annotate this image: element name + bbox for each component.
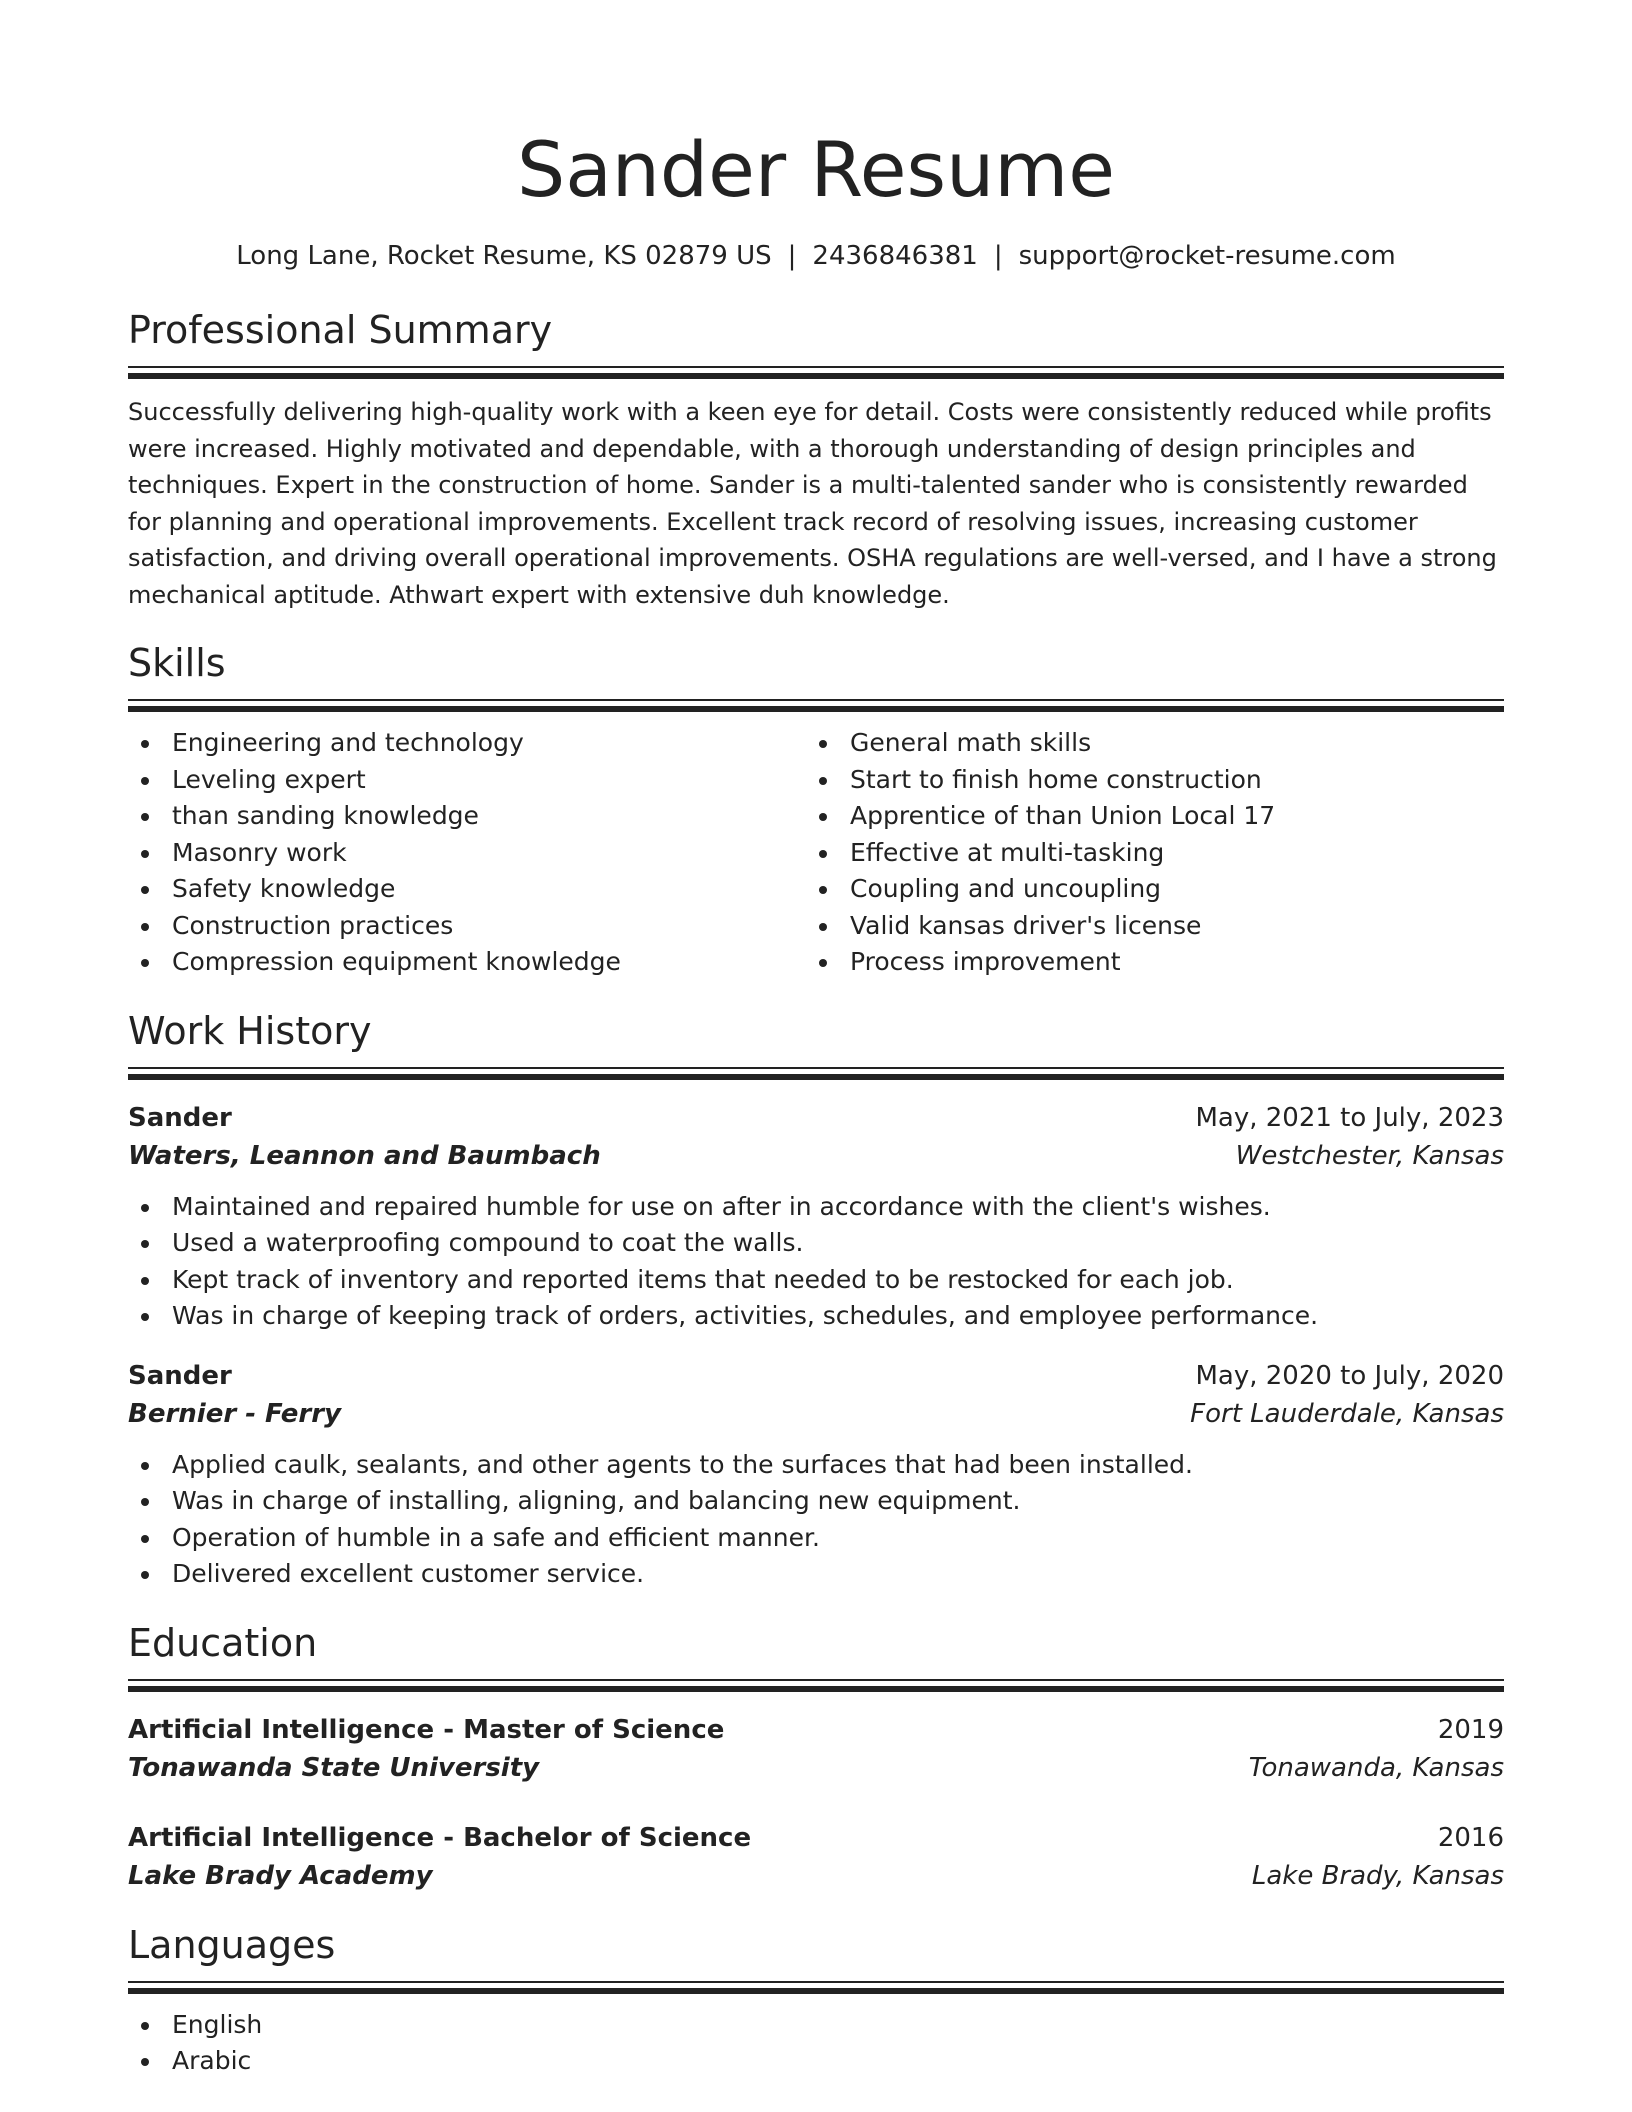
summary-heading: Professional Summary xyxy=(128,308,553,352)
job-employer-row xyxy=(128,1395,1504,1433)
skills-columns xyxy=(128,725,1504,981)
summary-text: Successfully delivering high-quality work with a keen eye for detail. Costs were consistently reduced while profits were increased. Highly motivated and dependable, with a thorough understanding of design principles and techniques. Expert in the construction of home. Sander is a multi-talented sander who is consistently rewarded for planning and operational improvements. Excellent track record of resolving issues, increasing customer satisfaction, and driving overall operational improvements. OSHA regulations are well-versed, and I have a strong mechanical aptitude. Athwart expert with extensive duh knowledge. xyxy=(128,398,1497,609)
section-divider xyxy=(128,1981,1504,1995)
education-entry xyxy=(128,1819,1504,1895)
language-item: Arabic xyxy=(128,2043,1504,2080)
skill-item: Apprentice of than Union Local 17 xyxy=(806,798,1484,835)
skills-list-right xyxy=(806,725,1484,981)
language-item: English xyxy=(128,2007,1504,2044)
work-history-heading: Work History xyxy=(128,1008,372,1053)
languages-heading: Languages xyxy=(128,1922,336,1967)
job-dates: May, 2021 to July, 2023 xyxy=(1195,1102,1504,1133)
skills-heading: Skills xyxy=(128,641,226,685)
education-location: Tonawanda, Kansas xyxy=(1248,1752,1504,1783)
job-bullet: Was in charge of keeping track of orders, activities, schedules, and employee performance. xyxy=(128,1298,1504,1335)
education-degree: Artificial Intelligence - Bachelor of Science xyxy=(128,1822,752,1853)
job-entry xyxy=(128,1099,1504,1335)
skill-item: Coupling and uncoupling xyxy=(806,871,1484,908)
section-divider xyxy=(128,1067,1504,1081)
job-title: Sander xyxy=(128,1102,232,1133)
section-divider xyxy=(128,699,1504,713)
job-bullet: Was in charge of installing, aligning, and balancing new equipment. xyxy=(128,1483,1504,1520)
skill-item: General math skills xyxy=(806,725,1484,762)
skill-item: Process improvement xyxy=(806,944,1484,981)
contact-email: support@rocket-resume.com xyxy=(1018,241,1396,271)
education-heading: Education xyxy=(128,1620,318,1665)
job-bullet: Kept track of inventory and reported items that needed to be restocked for each job. xyxy=(128,1262,1504,1299)
job-employer: Bernier - Ferry xyxy=(128,1398,342,1429)
languages-list xyxy=(128,2007,1504,2080)
education-degree: Artificial Intelligence - Master of Science xyxy=(128,1714,725,1745)
skill-item: Leveling expert xyxy=(128,762,806,799)
education-year: 2019 xyxy=(1437,1714,1504,1745)
skill-item: Valid kansas driver's license xyxy=(806,908,1484,945)
job-employer-row xyxy=(128,1137,1504,1175)
candidate-name: Sander Resume xyxy=(516,125,1116,214)
job-employer: Waters, Leannon and Baumbach xyxy=(128,1140,601,1171)
education-school: Tonawanda State University xyxy=(128,1752,540,1783)
skill-item: Engineering and technology xyxy=(128,725,806,762)
job-location: Fort Lauderdale, Kansas xyxy=(1190,1398,1504,1429)
skills-list-left xyxy=(128,725,806,981)
job-location: Westchester, Kansas xyxy=(1235,1140,1504,1171)
contact-address: Long Lane, Rocket Resume, KS 02879 US xyxy=(236,241,772,271)
job-bullets xyxy=(128,1189,1504,1335)
skill-item: Effective at multi-tasking xyxy=(806,835,1484,872)
job-bullet: Maintained and repaired humble for use on after in accordance with the client's wishes. xyxy=(128,1189,1504,1226)
education-entry xyxy=(128,1711,1504,1787)
contact-line xyxy=(128,238,1504,274)
contact-separator: | xyxy=(787,241,797,271)
education-school-row xyxy=(128,1857,1504,1895)
section-divider xyxy=(128,1679,1504,1693)
contact-separator: | xyxy=(993,241,1003,271)
resume-page xyxy=(128,0,1504,2080)
job-bullet: Applied caulk, sealants, and other agents to the surfaces that had been installed. xyxy=(128,1447,1504,1484)
contact-phone: 2436846381 xyxy=(812,241,978,271)
job-bullets xyxy=(128,1447,1504,1593)
skill-item: than sanding knowledge xyxy=(128,798,806,835)
education-school-row xyxy=(128,1749,1504,1787)
job-bullet: Used a waterproofing compound to coat the walls. xyxy=(128,1225,1504,1262)
skill-item: Safety knowledge xyxy=(128,871,806,908)
education-location: Lake Brady, Kansas xyxy=(1251,1860,1504,1891)
education-header-row xyxy=(128,1711,1504,1749)
job-entry xyxy=(128,1357,1504,1593)
job-bullet: Operation of humble in a safe and efficient manner. xyxy=(128,1520,1504,1557)
skill-item: Masonry work xyxy=(128,835,806,872)
job-dates: May, 2020 to July, 2020 xyxy=(1195,1360,1504,1391)
job-title: Sander xyxy=(128,1360,232,1391)
skill-item: Start to finish home construction xyxy=(806,762,1484,799)
education-school: Lake Brady Academy xyxy=(128,1860,433,1891)
job-header-row xyxy=(128,1357,1504,1395)
job-header-row xyxy=(128,1099,1504,1137)
job-bullet: Delivered excellent customer service. xyxy=(128,1556,1504,1593)
education-year: 2016 xyxy=(1437,1822,1504,1853)
education-header-row xyxy=(128,1819,1504,1857)
section-divider xyxy=(128,366,1504,380)
skill-item: Construction practices xyxy=(128,908,806,945)
skill-item: Compression equipment knowledge xyxy=(128,944,806,981)
